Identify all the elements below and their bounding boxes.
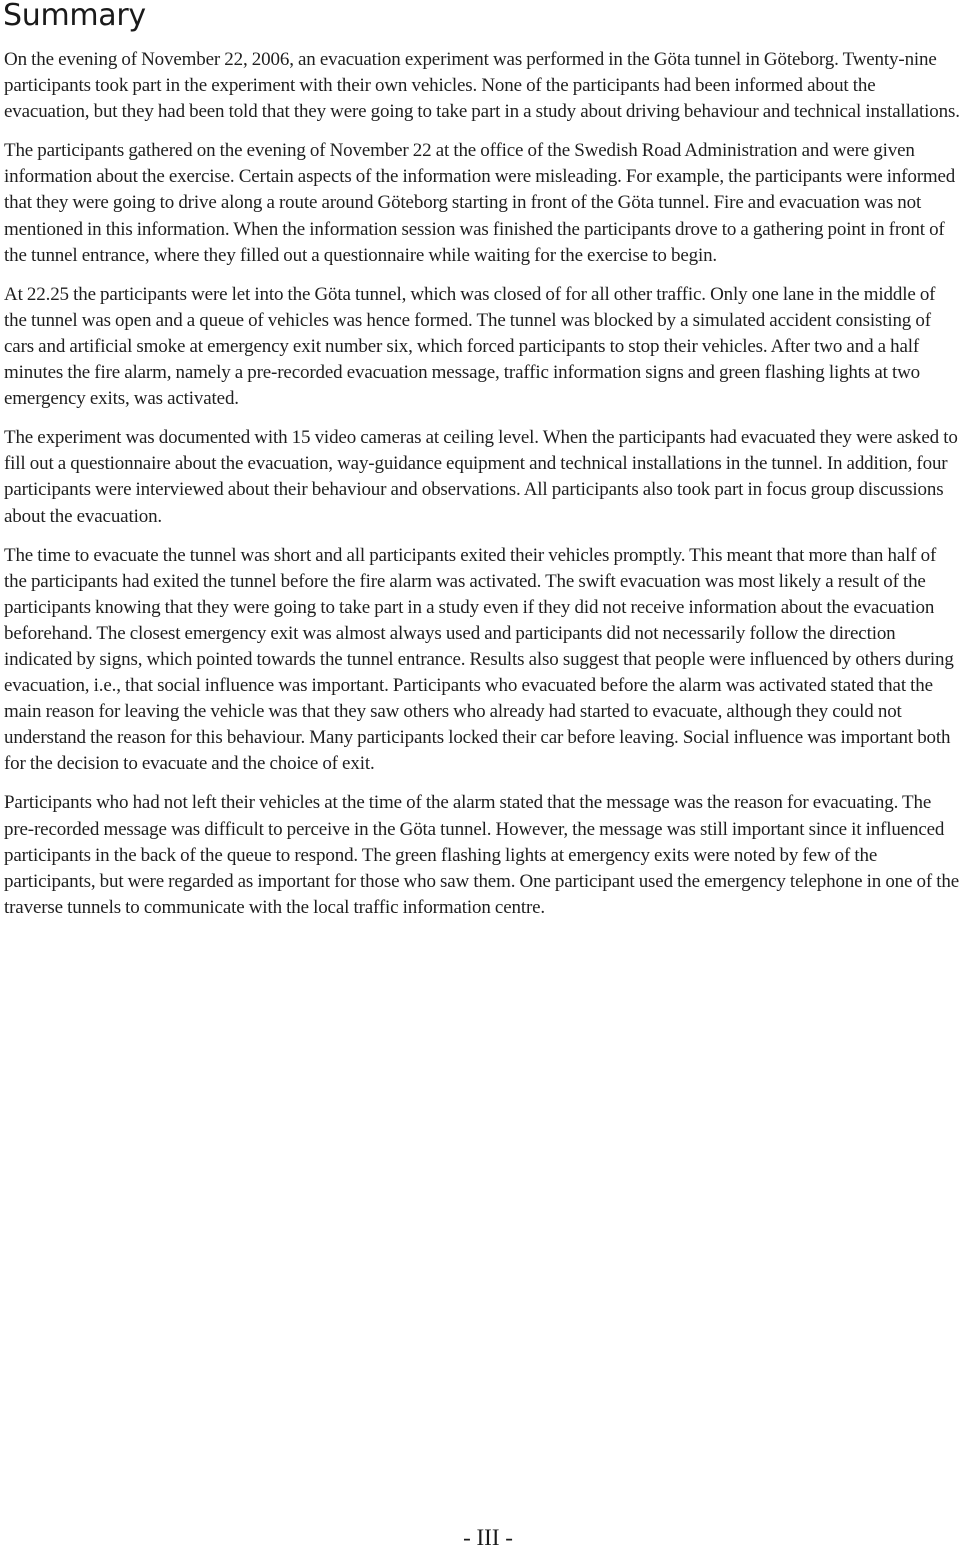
- page-footer: [0, 1524, 960, 1552]
- page-title: Summary: [3, 0, 146, 33]
- paragraph: The experiment was documented with 15 video cameras at ceiling level. When the participants had evacuated they were asked to fill out a questionnaire about the evacuation, way-guidance equipment and technical installations in the tunnel. In addition, four participants were interviewed about their behaviour and observations. All participants also took part in focus group discussions about the evacuation.: [4, 427, 958, 527]
- paragraph: The participants gathered on the evening of November 22 at the office of the Swedish Road Administration and were given information about the exercise. Certain aspects of the information were misleading. For example, the participants were informed that they were going to drive along a route around Göteborg starting in front of the Göta tunnel. Fire and evacuation was not mentioned in this information. When the information session was finished the participants drove to a gathering point in front of the tunnel entrance, where they filled out a questionnaire while waiting for the exercise to begin.: [4, 140, 956, 266]
- paragraph: On the evening of November 22, 2006, an evacuation experiment was performed in the Göta tunnel in Göteborg. Twenty-nine participants took part in the experiment with their own vehicles. None of the participants had been informed about the evacuation, but they had been told that they were going to take part in a study about driving behaviour and technical installations.: [4, 49, 960, 123]
- paragraph: At 22.25 the participants were let into the Göta tunnel, which was closed of for all other traffic. Only one lane in the middle of the tunnel was open and a queue of vehicles was hence formed. The tunnel was blocked by a simulated accident consisting of cars and artificial smoke at emergency exit number six, which forced participants to stop their vehicles. After two and a half minutes the fire alarm, namely a pre-recorded evacuation message, traffic information signs and green flashing lights at two emergency exits, was activated.: [4, 283, 936, 410]
- paragraph: Participants who had not left their vehicles at the time of the alarm stated that the message was the reason for evacuating. The pre-recorded message was difficult to perceive in the Göta tunnel. However, the message was still important since it influenced participants in the back of the queue to respond. The green flashing lights at emergency exits were noted by few of the participants, but were regarded as important for those who saw them. One participant used the emergency telephone in one of the traverse tunnels to communicate with the local traffic information centre.: [4, 792, 959, 918]
- summary-body: [4, 47, 960, 934]
- page-number: - III -: [463, 1525, 513, 1550]
- paragraph: The time to evacuate the tunnel was short and all participants exited their vehicles promptly. This meant that more than half of the participants had exited the tunnel before the fire alarm was activated. The swift evacuation was most likely a result of the participants knowing that they were going to take part in a study even if they did not receive information about the evacuation beforehand. The closest emergency exit was almost always used and participants did not necessarily follow the direction indicated by signs, which pointed towards the tunnel entrance. Results also suggest that people were influenced by others during evacuation, i.e., that social influence was important. Participants who evacuated before the alarm was activated stated that the main reason for leaving the vehicle was that they saw others who already had started to evacuate, although they could not understand the reason for this behaviour. Many participants locked their car before leaving. Social influence was important both for the decision to evacuate and the choice of exit.: [4, 544, 954, 775]
